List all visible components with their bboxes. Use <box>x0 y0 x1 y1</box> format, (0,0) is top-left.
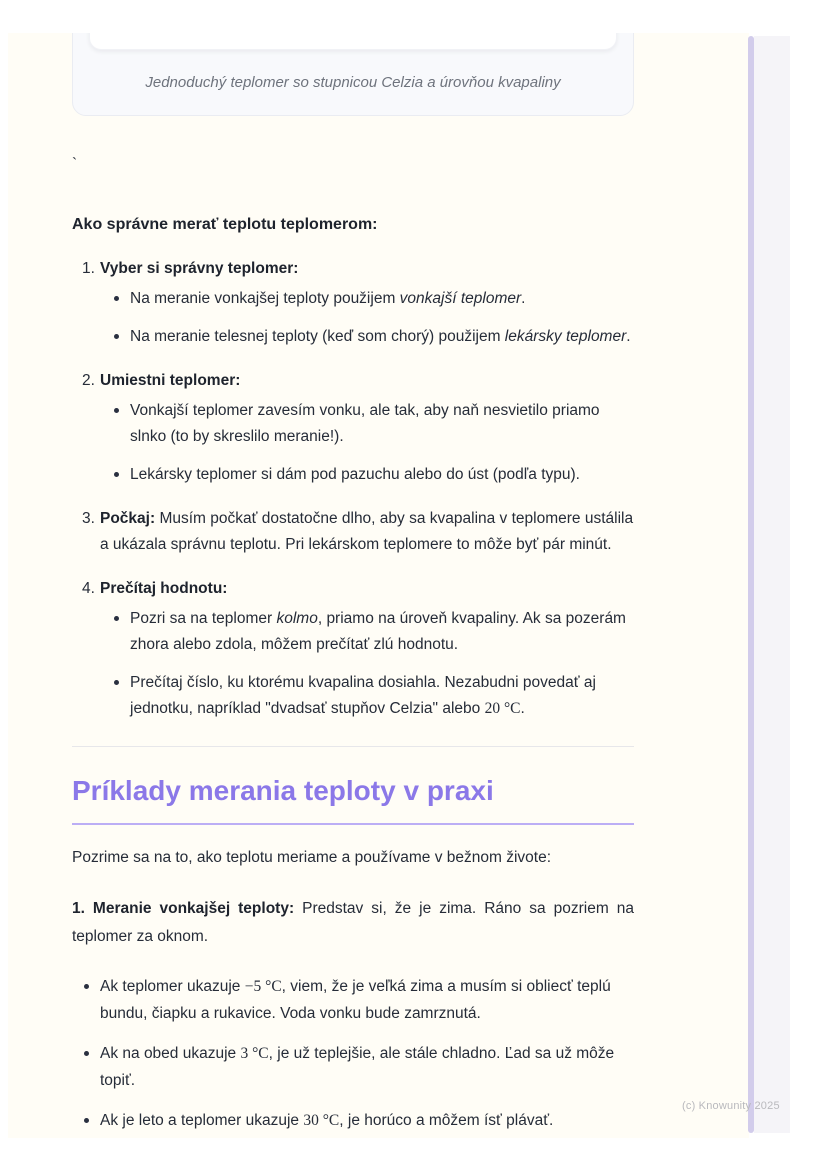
step-title: Prečítaj hodnotu: <box>100 580 228 597</box>
bullet-text: Ak je leto a teplomer ukazuje <box>100 1112 304 1129</box>
temperature-value: 20 °C <box>484 700 521 717</box>
step-number: 1. <box>82 260 95 277</box>
list-item-step-1 <box>72 256 634 350</box>
case-text: Predstav si, že je zima. Ráno sa pozriem na teplomer za oknom. <box>72 900 635 945</box>
section-divider <box>72 746 634 747</box>
howto-steps-list <box>72 256 634 722</box>
bullet-text: Vonkajší teplomer zavesím vonku, ale tak, aby naň nesvietilo priamo slnko (to by skreslilo meranie!). <box>130 402 600 445</box>
bullet-italic: kolmo <box>276 610 318 627</box>
bullet-text: . <box>521 290 526 307</box>
bullet-text: Na meranie vonkajšej teploty použijem <box>130 290 400 307</box>
temperature-value: −5 °C <box>244 978 282 995</box>
bullet-text: Lekársky teplomer si dám pod pazuchu alebo do úst (podľa typu). <box>130 466 580 483</box>
list-item-step-3 <box>72 506 634 558</box>
document-page <box>8 33 749 1138</box>
stray-backtick: ` <box>72 156 78 173</box>
list-item <box>72 1040 634 1094</box>
list-item <box>72 1107 634 1134</box>
list-item <box>100 286 634 312</box>
step-2-bullets <box>100 398 634 488</box>
document-content <box>8 33 634 1134</box>
bullet-text: Ak teplomer ukazuje <box>100 978 245 995</box>
list-item <box>100 324 634 350</box>
list-item-step-4 <box>72 576 634 722</box>
step-title: Počkaj: <box>100 510 156 527</box>
list-item-step-2 <box>72 368 634 488</box>
step-title: Vyber si správny teplomer: <box>100 260 299 277</box>
figure-card <box>72 33 634 116</box>
bullet-italic: vonkajší teplomer <box>399 290 522 307</box>
list-item <box>100 398 634 450</box>
scroll-track[interactable] <box>754 36 790 1133</box>
step-number: 3. <box>82 510 95 527</box>
step-number: 4. <box>82 580 95 597</box>
bullet-text: , je už teplejšie, ale stále chladno. Ľad sa už môže topiť. <box>100 1045 615 1089</box>
examples-heading: Príklady merania teploty v praxi <box>72 773 634 825</box>
list-item <box>100 606 634 658</box>
bullet-text: , viem, že je veľká zima a musím si obliecť teplú bundu, čiapku a rukavice. Voda vonku bude zamrznutá. <box>100 978 611 1022</box>
bullet-italic: lekársky teplomer <box>504 328 627 345</box>
bullet-text: . <box>626 328 631 345</box>
temperature-value: 30 °C <box>303 1112 340 1129</box>
examples-intro: Pozrime sa na to, ako teplotu meriame a používame v bežnom živote: <box>72 849 552 866</box>
step-number: 2. <box>82 372 95 389</box>
bullet-text: Ak na obed ukazuje <box>100 1045 241 1062</box>
bullet-text: , je horúco a môžem ísť plávať. <box>339 1112 554 1129</box>
examples-bullets <box>72 973 634 1134</box>
figure-caption: Jednoduchý teplomer so stupnicou Celzia a úrovňou kvapaliny <box>145 74 561 91</box>
list-item <box>100 462 634 488</box>
bullet-text: Pozri sa na teplomer <box>130 610 277 627</box>
temperature-value: 3 °C <box>240 1045 269 1062</box>
step-1-bullets <box>100 286 634 350</box>
step-title: Umiestni teplomer: <box>100 372 241 389</box>
bullet-text: Na meranie telesnej teploty (keď som chorý) použijem <box>130 328 505 345</box>
thermometer-figure-placeholder <box>89 33 617 50</box>
bullet-text: Prečítaj číslo, ku ktorému kvapalina dosiahla. Nezabudni povedať aj jednotku, napríklad "dvadsať stupňov Celzia" alebo <box>130 674 596 717</box>
bullet-text: , priamo na úroveň kvapaliny. Ak sa pozerám zhora alebo zdola, môžem prečítať zlú hodnotu. <box>130 610 626 653</box>
example-case-1 <box>72 895 634 951</box>
case-title: 1. Meranie vonkajšej teploty: <box>72 900 295 917</box>
step-text: Musím počkať dostatočne dlho, aby sa kvapalina v teplomere ustálila a ukázala správnu teplotu. Pri lekárskom teplomere to môže byť pár minút. <box>100 510 634 553</box>
howto-heading: Ako správne merať teplotu teplomerom: <box>72 216 378 233</box>
bullet-text: . <box>520 700 525 717</box>
list-item <box>100 670 634 722</box>
scroll-indicator[interactable] <box>748 36 754 1133</box>
watermark: (c) Knowunity 2025 <box>682 1100 780 1112</box>
step-4-bullets <box>100 606 634 722</box>
list-item <box>72 973 634 1027</box>
